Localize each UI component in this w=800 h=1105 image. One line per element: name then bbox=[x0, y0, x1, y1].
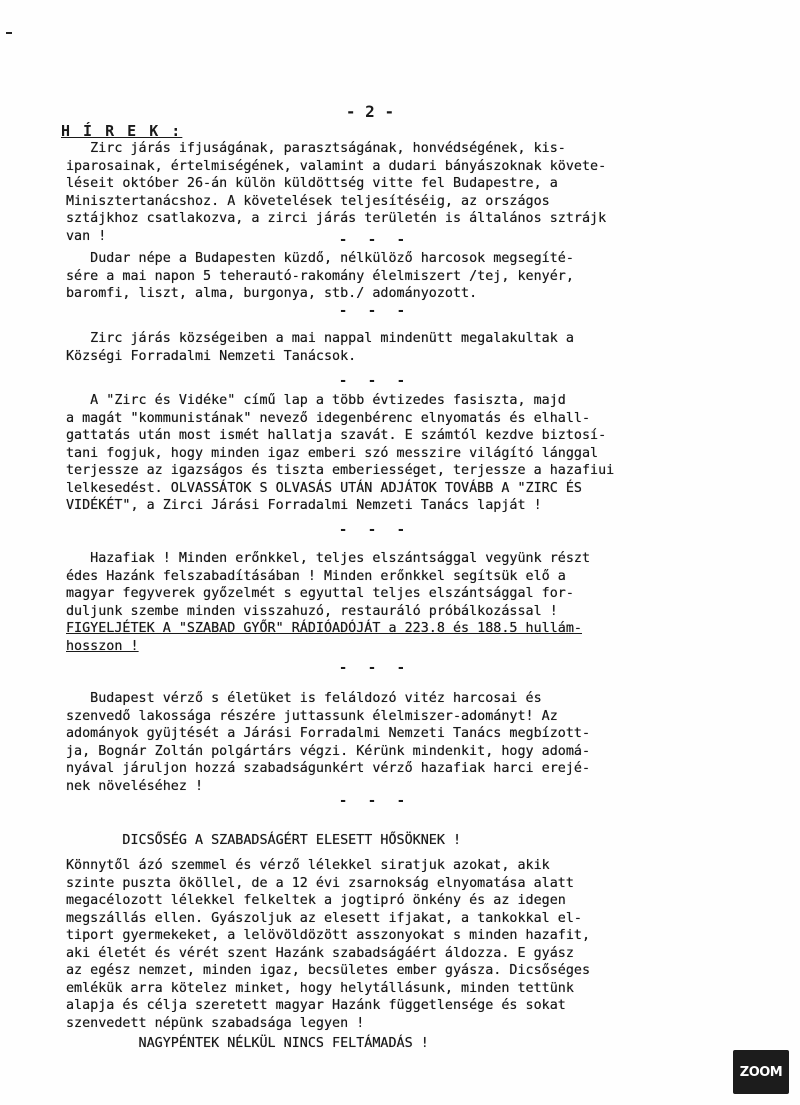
memorial-text: Könnytől ázó szemmel és vérző lélekkel siratjuk azokat, akik szinte puszta ököllel, de a 12 évi zsarnokság elnyomatása alatt megacélozott lélekkel felkeltek a jogtipró önkény és az idegen megszállás ellen. Gyászoljuk az elesett ifjakat, a tankokkal el- tiport gyermekeket, a lelövöldözött asszonyokat s minden hazafit, aki életét és vérét szent Hazánk szabadságáért áldozza. E gyász az egész nemzet, minden igaz, becsületes ember gyásza. Dicsőséges emlékük arra kötelez minket, hogy helytállásunk, minden tettünk alapja és célja szeretett magyar Hazánk függetlensége és sokat szenvedett népünk szabadsága legyen ! bbox=[66, 858, 591, 1031]
memorial-heading: DICSŐSÉG A SZABADSÁGÉRT ELESETT HŐSÖKNEK ! bbox=[66, 833, 462, 848]
separator: - - - bbox=[338, 232, 412, 248]
scan-edge-mark bbox=[6, 32, 12, 34]
news-item-strike: Zirc járás ifjuságának, parasztságának, honvédségének, kis- iparosainak, értelmiségének, valamint a dudari bányászoknak követe- léseit október 26-án külön küldöttség vitte fel Budapestre, a Minisztertanácshoz. A követelések teljesítéséig, az országos sztájkhoz csatlakozva, a zirci járás területén is általános sztrájk van ! bbox=[66, 141, 607, 244]
page-heading: H Í R E K : bbox=[61, 122, 183, 140]
news-item-newspaper: A "Zirc és Vidéke" című lap a több évtizedes fasiszta, majd a magát "kommunistának" nevező idegenbérenc elnyomatás és elhall- gattatás után most ismét hallatja szavát. E számtól kezdve biztosí- tani fogjuk, hogy minden igaz emberi szó messzire világító lánggal terjessze az igazságos és tiszta emberiességet, terjessze a hazafiui lelkesedést. OLVASSÁTOK S OLVASÁS UTÁN ADJÁTOK TOVÁBB A "ZIRC ÉS VIDÉKÉT", a Zirci Járási Forradalmi Nemzeti Tanács lapját ! bbox=[66, 393, 615, 513]
zoom-logo-icon bbox=[733, 1050, 789, 1094]
separator: - - - bbox=[338, 660, 412, 676]
zoom-logo-text: ZOOM bbox=[739, 1064, 783, 1080]
separator: - - - bbox=[338, 373, 412, 389]
page-number: - 2 - bbox=[345, 102, 395, 121]
news-item-dudar-donation: Dudar népe a Budapesten küzdő, nélkülöző harcosok megsegíté- sére a mai napon 5 teherautó-rakomány élelmiszert /tej, kenyér, baromfi, liszt, alma, burgonya, stb./ adományozott. bbox=[66, 251, 574, 301]
news-item-food-donation: Budapest vérző s életüket is feláldozó vitéz harcosai és szenvedő lakossága részére juttassunk élelmiszer-adományt! Az adományok gyüjtését a Járási Forradalmi Nemzeti Tanács megbízott- ja, Bognár Zoltán polgártárs végzi. Kérünk mindenkit, hogy adomá- nyával járuljon hozzá szabadságunkért vérző hazafiak harci erejé- nek növeléséhez ! bbox=[66, 691, 591, 794]
news-item-patriots: Hazafiak ! Minden erőnkkel, teljes elszántsággal vegyünk részt édes Hazánk felszabadításában ! Minden erőnkkel segítsük elő a magyar fegyverek győzelmét s egyuttal teljes elszántsággal for- duljunk szembe minden visszahuzó, restauráló próbálkozással ! bbox=[66, 551, 591, 619]
closing-slogan: NAGYPÉNTEK NÉLKÜL NINCS FELTÁMADÁS ! bbox=[66, 1036, 429, 1051]
separator: - - - bbox=[338, 793, 412, 809]
radio-notice: FIGYELJÉTEK A "SZABAD GYŐR" RÁDIÓADÓJÁT a 223.8 és 188.5 hullám- hosszon ! bbox=[66, 621, 582, 654]
separator: - - - bbox=[338, 522, 412, 538]
news-item-councils: Zirc járás községeiben a mai nappal mindenütt megalakultak a Községi Forradalmi Nemzeti Tanácsok. bbox=[66, 331, 574, 364]
separator: - - - bbox=[338, 303, 412, 319]
